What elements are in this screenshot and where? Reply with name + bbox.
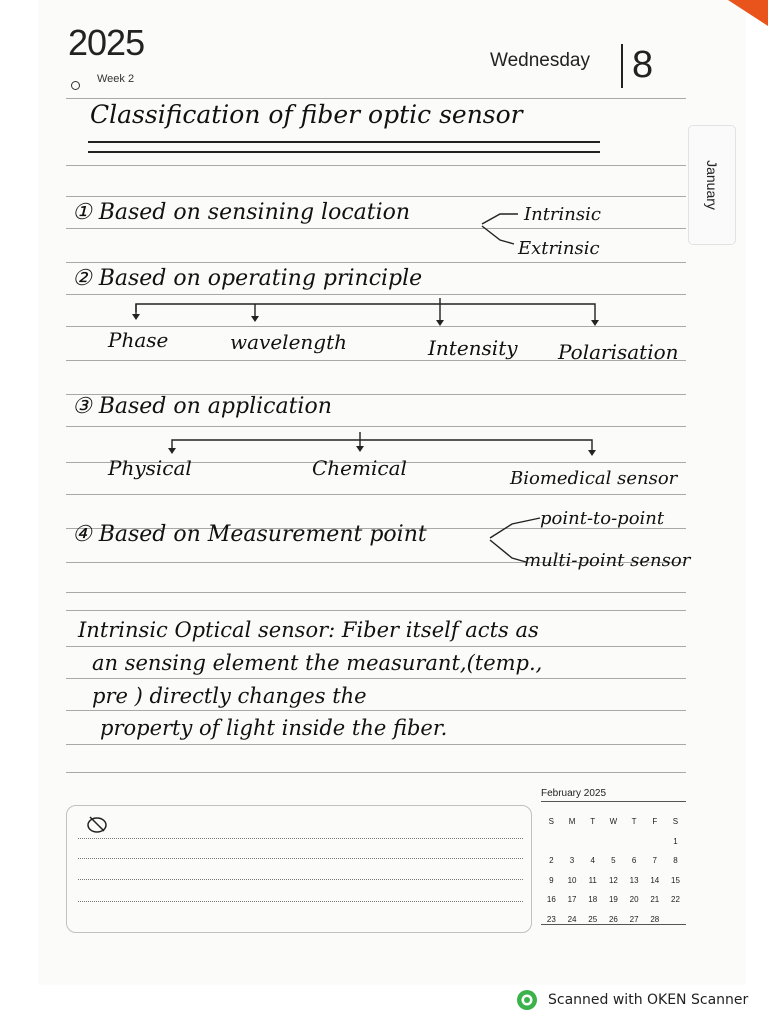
weekday-label: Wednesday <box>490 50 590 71</box>
notes-dotted-line-3 <box>78 879 523 880</box>
day-number: 8 <box>632 44 654 86</box>
calendar-date: 7 <box>652 856 657 866</box>
calendar-date: 20 <box>629 895 639 905</box>
calendar-date: 2 <box>549 856 554 866</box>
mini-calendar <box>541 812 686 929</box>
notes-dotted-line-1 <box>78 838 523 839</box>
calendar-day-name: T <box>590 817 596 827</box>
calendar-day-name: F <box>652 817 658 827</box>
calendar-day-name: S <box>548 817 555 827</box>
branch-polarisation: Polarisation <box>558 340 679 364</box>
item-location-label: ① Based on sensining location <box>72 200 411 225</box>
month-tab-label: January <box>704 160 720 210</box>
calendar-date: 16 <box>546 895 556 905</box>
calendar-date: 6 <box>631 856 637 866</box>
week-label: Week 2 <box>97 73 135 85</box>
calendar-day-name: M <box>568 817 576 827</box>
scanner-watermark <box>516 989 748 1011</box>
branch-phase: Phase <box>108 328 169 352</box>
notes-box <box>66 805 532 933</box>
notes-dotted-line-4 <box>78 901 523 902</box>
calendar-date: 23 <box>546 914 556 924</box>
calendar-date: 8 <box>673 856 678 866</box>
calendar-date: 28 <box>650 914 660 924</box>
calendar-date: 9 <box>549 875 554 885</box>
item-principle-label: ② Based on operating principle <box>72 266 423 291</box>
calendar-date: 24 <box>567 914 577 924</box>
calendar-day-header <box>541 812 686 832</box>
calendar-date: 10 <box>567 875 577 885</box>
calendar-date: 13 <box>629 875 639 885</box>
calendar-date: 25 <box>588 914 598 924</box>
calendar-date: 3 <box>569 856 575 866</box>
calendar-date: 21 <box>650 895 660 905</box>
calendar-week-row <box>541 890 686 910</box>
pencil-icon <box>86 813 108 835</box>
calendar-week-row <box>541 832 686 852</box>
calendar-week-row <box>541 851 686 871</box>
calendar-date: 14 <box>650 875 660 885</box>
calendar-day-name: T <box>631 817 637 827</box>
scanner-text: Scanned with OKEN Scanner <box>548 992 749 1008</box>
calendar-date: 12 <box>608 875 618 885</box>
calendar-date: 1 <box>673 836 678 846</box>
calendar-week-row <box>541 910 686 930</box>
calendar-top-rule <box>541 801 686 802</box>
notes-dotted-line-2 <box>78 858 523 859</box>
paragraph-line-4: property of light inside the fiber. <box>100 716 448 740</box>
calendar-date: 17 <box>567 895 577 905</box>
calendar-day-name: W <box>609 817 618 827</box>
year-label: 2025 <box>68 22 145 63</box>
calendar-week-row <box>541 871 686 891</box>
paragraph-line-2: an sensing element the measurant,(temp., <box>92 651 543 675</box>
branch-biomedical: Biomedical sensor <box>510 468 678 489</box>
calendar-date: 27 <box>629 914 639 924</box>
branch-chemical: Chemical <box>312 456 407 480</box>
calendar-bottom-rule <box>541 924 686 925</box>
calendar-date: 11 <box>588 875 597 885</box>
calendar-date: 4 <box>590 856 595 866</box>
calendar-day-name: S <box>672 817 679 827</box>
calendar-date: 26 <box>608 914 618 924</box>
scanner-logo-icon <box>516 989 538 1011</box>
branch-point-to-point: point-to-point <box>540 508 665 529</box>
calendar-date: 22 <box>671 895 680 905</box>
calendar-title: February 2025 <box>541 788 607 799</box>
branch-intensity: Intensity <box>428 336 518 360</box>
paragraph-line-1: Intrinsic Optical sensor: Fiber itself acts as <box>78 618 539 642</box>
branch-wavelength: wavelength <box>230 330 348 354</box>
item-measurement-label: ④ Based on Measurement point <box>72 522 427 547</box>
calendar-date: 19 <box>608 895 618 905</box>
branch-multi-point: multi-point sensor <box>524 550 691 571</box>
item-application-label: ③ Based on application <box>72 394 332 419</box>
calendar-date: 15 <box>671 875 680 885</box>
branch-physical: Physical <box>108 456 192 480</box>
branch-extrinsic: Extrinsic <box>518 238 600 259</box>
branch-intrinsic: Intrinsic <box>524 204 601 225</box>
paragraph-line-3: pre ) directly changes the <box>92 684 367 708</box>
calendar-date: 18 <box>588 895 598 905</box>
calendar-date: 5 <box>611 856 616 866</box>
page-title: Classification of fiber optic sensor <box>90 100 523 129</box>
